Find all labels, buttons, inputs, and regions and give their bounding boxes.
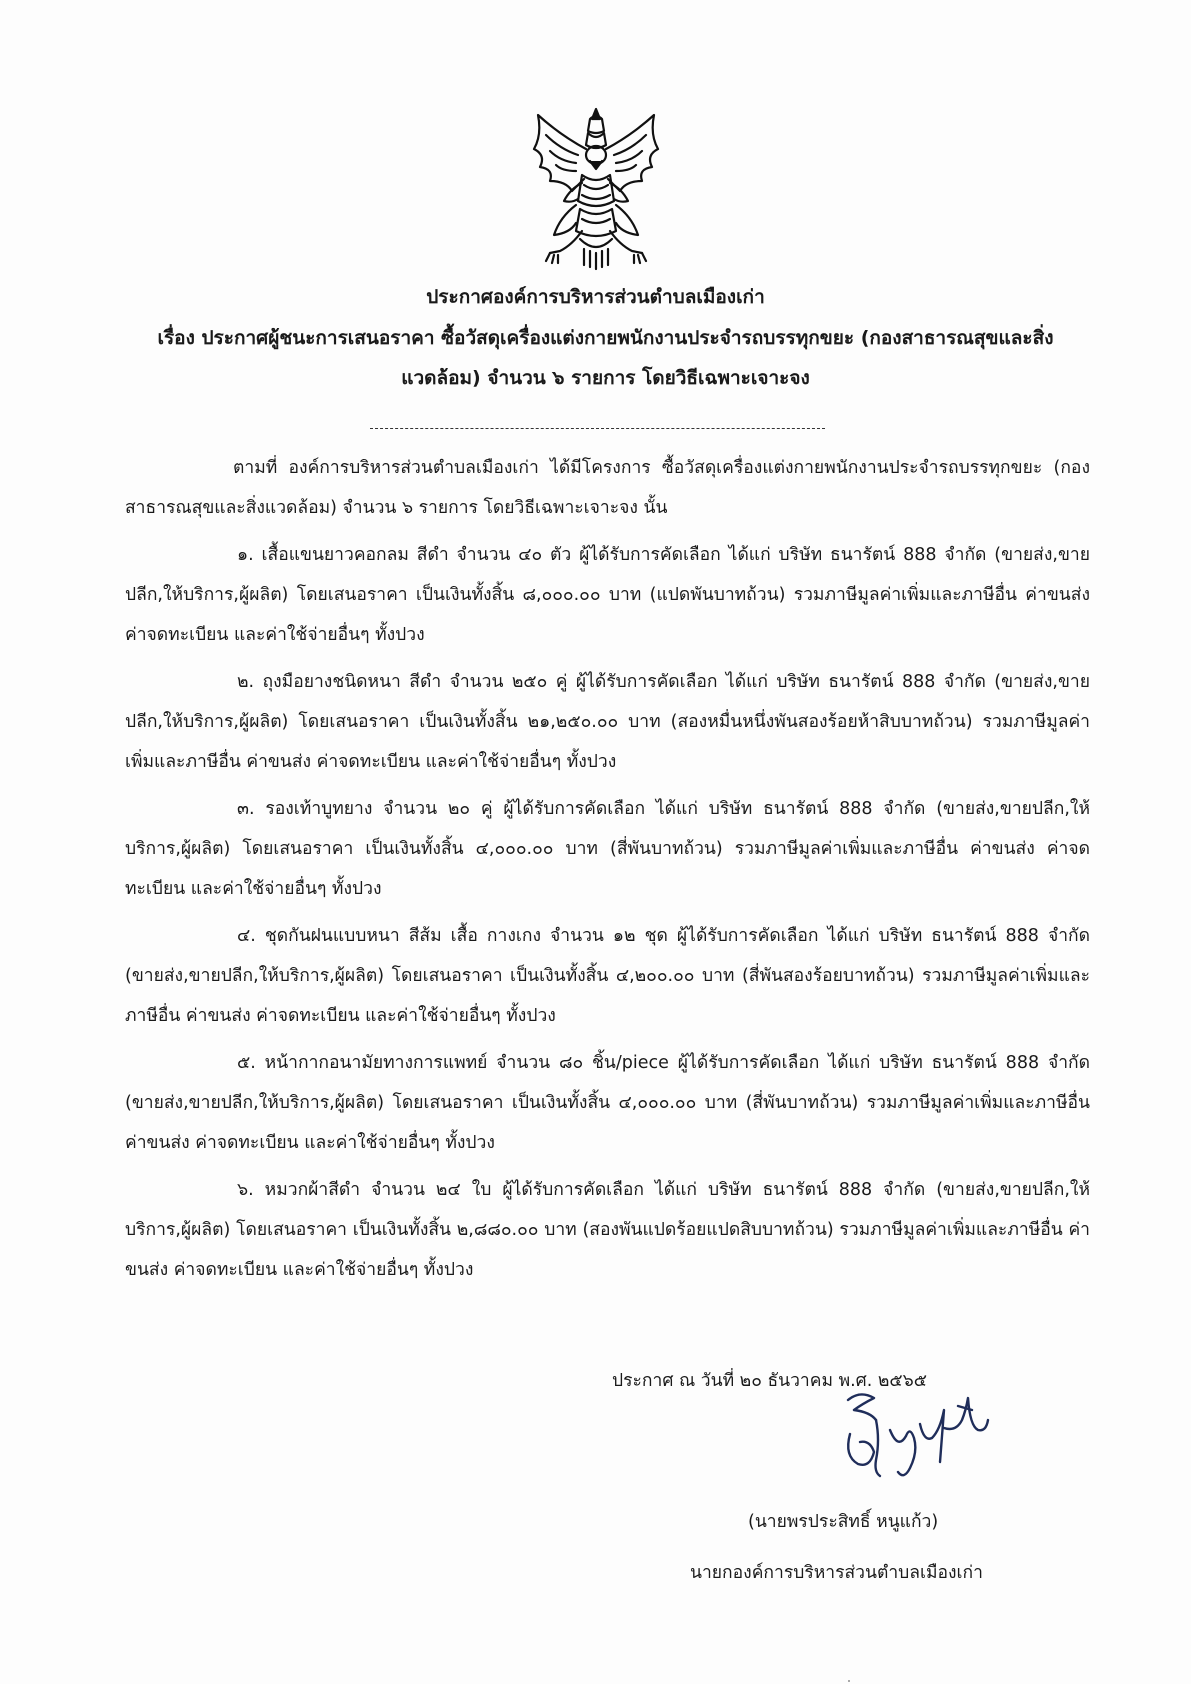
org-title: ประกาศองค์การบริหารส่วนตำบลเมืองเก่า <box>426 286 765 308</box>
list-item: ๖. หมวกผ้าสีดำ จำนวน ๒๔ ใบ ผู้ได้รับการคัดเลือก ได้แก่ บริษัท ธนารัตน์ 888 จำกัด (ขายส่ง,ขายปลีก,ให้บริการ,ผู้ผลิต) โดยเสนอราคา เป็นเงินทั้งสิ้น ๒,๘๘๐.๐๐ บาท (สองพันแปดร้อยแปดสิบบาทถ้วน) รวมภาษีมูลค่าเพิ่มและภาษีอื่น ค่าขนส่ง ค่าจดทะเบียน และค่าใช้จ่ายอื่นๆ ทั้งปวง <box>125 1180 1090 1280</box>
signer-name: (นายพรประสิทธิ์ หนูแก้ว) <box>748 1512 939 1532</box>
intro-paragraph: ตามที่ องค์การบริหารส่วนตำบลเมืองเก่า ได้มีโครงการ ซื้อวัสดุเครื่องแต่งกายพนักงานประจำรถบรรทุกขยะ (กองสาธารณสุขและสิ่งแวดล้อม) จำนวน ๖ รายการ โดยวิธีเฉพาะเจาะจง นั้น <box>125 458 1090 518</box>
list-item: ๑. เสื้อแขนยาวคอกลม สีดำ จำนวน ๔๐ ตัว ผู้ได้รับการคัดเลือก ได้แก่ บริษัท ธนารัตน์ 888 จำกัด (ขายส่ง,ขายปลีก,ให้บริการ,ผู้ผลิต) โดยเสนอราคา เป็นเงินทั้งสิ้น ๘,๐๐๐.๐๐ บาท (แปดพันบาทถ้วน) รวมภาษีมูลค่าเพิ่มและภาษีอื่น ค่าขนส่ง ค่าจดทะเบียน และค่าใช้จ่ายอื่นๆ ทั้งปวง <box>125 545 1090 645</box>
announcement-body <box>125 448 1090 1297</box>
list-item: ๒. ถุงมือยางชนิดหนา สีดำ จำนวน ๒๕๐ คู่ ผู้ได้รับการคัดเลือก ได้แก่ บริษัท ธนารัตน์ 888 จำกัด (ขายส่ง,ขายปลีก,ให้บริการ,ผู้ผลิต) โดยเสนอราคา เป็นเงินทั้งสิ้น ๒๑,๒๕๐.๐๐ บาท (สองหมื่นหนึ่งพันสองร้อยห้าสิบบาทถ้วน) รวมภาษีมูลค่าเพิ่มและภาษีอื่น ค่าขนส่ง ค่าจดทะเบียน และค่าใช้จ่ายอื่นๆ ทั้งปวง <box>125 672 1090 772</box>
garuda-emblem-icon <box>520 105 672 275</box>
announcement-date: ประกาศ ณ วันที่ ๒๐ ธันวาคม พ.ศ. ๒๕๖๕ <box>612 1371 928 1391</box>
title-divider <box>370 428 825 429</box>
list-item: ๕. หน้ากากอนามัยทางการแพทย์ จำนวน ๘๐ ชิ้น/piece ผู้ได้รับการคัดเลือก ได้แก่ บริษัท ธนารัตน์ 888 จำกัด (ขายส่ง,ขายปลีก,ให้บริการ,ผู้ผลิต) โดยเสนอราคา เป็นเงินทั้งสิ้น ๔,๐๐๐.๐๐ บาท (สี่พันบาทถ้วน) รวมภาษีมูลค่าเพิ่มและภาษีอื่น ค่าขนส่ง ค่าจดทะเบียน และค่าใช้จ่ายอื่นๆ ทั้งปวง <box>125 1053 1090 1153</box>
signer-title: นายกองค์การบริหารส่วนตำบลเมืองเก่า <box>690 1563 983 1583</box>
scan-speck <box>848 1680 850 1682</box>
handwritten-signature <box>840 1380 990 1490</box>
list-item: ๔. ชุดกันฝนแบบหนา สีส้ม เสื้อ กางเกง จำนวน ๑๒ ชุด ผู้ได้รับการคัดเลือก ได้แก่ บริษัท ธนารัตน์ 888 จำกัด (ขายส่ง,ขายปลีก,ให้บริการ,ผู้ผลิต) โดยเสนอราคา เป็นเงินทั้งสิ้น ๔,๒๐๐.๐๐ บาท (สี่พันสองร้อยบาทถ้วน) รวมภาษีมูลค่าเพิ่มและภาษีอื่น ค่าขนส่ง ค่าจดทะเบียน และค่าใช้จ่ายอื่นๆ ทั้งปวง <box>125 926 1090 1026</box>
announcement-subject: เรื่อง ประกาศผู้ชนะการเสนอราคา ซื้อวัสดุเครื่องแต่งกายพนักงานประจำรถบรรทุกขยะ (กองสาธารณสุขและสิ่งแวดล้อม) จำนวน ๖ รายการ โดยวิธีเฉพาะเจาะจง <box>157 327 1054 389</box>
list-item: ๓. รองเท้าบูทยาง จำนวน ๒๐ คู่ ผู้ได้รับการคัดเลือก ได้แก่ บริษัท ธนารัตน์ 888 จำกัด (ขายส่ง,ขายปลีก,ให้บริการ,ผู้ผลิต) โดยเสนอราคา เป็นเงินทั้งสิ้น ๔,๐๐๐.๐๐ บาท (สี่พันบาทถ้วน) รวมภาษีมูลค่าเพิ่มและภาษีอื่น ค่าขนส่ง ค่าจดทะเบียน และค่าใช้จ่ายอื่นๆ ทั้งปวง <box>125 799 1090 899</box>
